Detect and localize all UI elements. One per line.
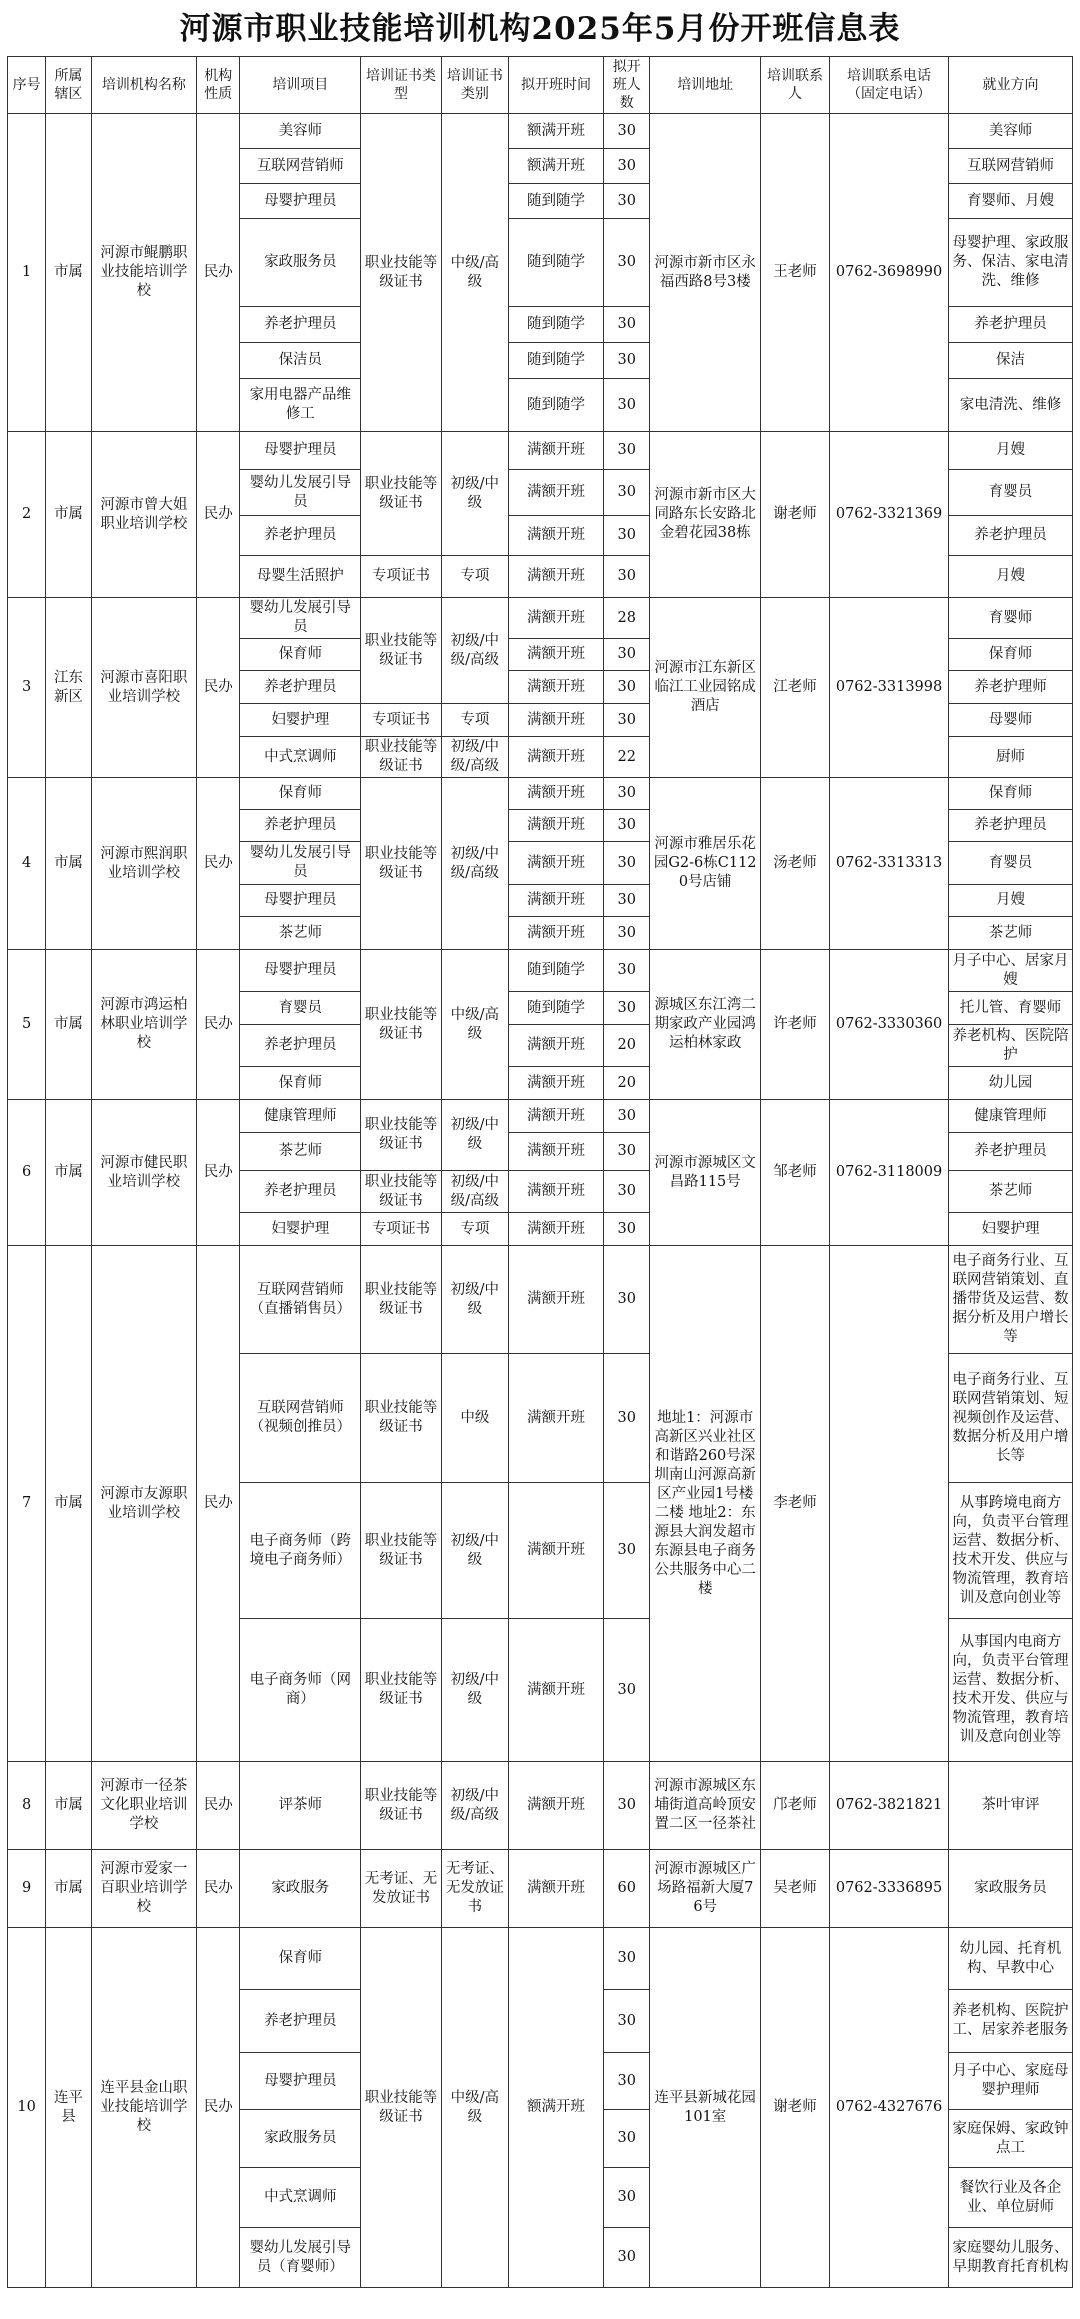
start-time: 随到随学	[508, 992, 603, 1025]
contact-phone: 0762-3330360	[830, 950, 949, 1100]
cert-type: 职业技能等级证书	[361, 1483, 442, 1619]
institution-name: 河源市鸿运柏林职业培训学校	[91, 950, 196, 1100]
job-direction: 保育师	[948, 778, 1072, 810]
cert-type: 职业技能等级证书	[361, 1171, 442, 1213]
start-time: 随到随学	[508, 184, 603, 219]
cert-level: 中级/高级	[441, 114, 508, 432]
start-time: 额满开班	[508, 1928, 603, 2288]
institution-name: 河源市友源职业培训学校	[91, 1246, 196, 1762]
training-address: 源城区东江湾二期家政产业园鸿运柏林家政	[650, 950, 761, 1100]
contact-phone: 0762-3821821	[830, 1762, 949, 1850]
planned-count: 30	[603, 2168, 649, 2228]
job-direction: 幼儿园	[948, 1067, 1072, 1100]
row-number: 7	[8, 1246, 46, 1762]
row-number: 2	[8, 432, 46, 598]
start-time: 满额开班	[508, 842, 603, 885]
district-cell: 市属	[46, 1762, 91, 1850]
job-direction: 母婴师	[948, 704, 1072, 737]
start-time: 满额开班	[508, 432, 603, 470]
contact-person: 邹老师	[760, 1100, 829, 1246]
training-project: 妇婴护理	[240, 704, 361, 737]
training-project: 家政服务员	[240, 2110, 361, 2168]
training-project: 保育师	[240, 1067, 361, 1100]
training-project: 育婴员	[240, 992, 361, 1025]
job-direction: 健康管理师	[948, 1100, 1072, 1133]
job-direction: 养老机构、医院护工、居家养老服务	[948, 1990, 1072, 2053]
planned-count: 30	[603, 114, 649, 149]
row-number: 3	[8, 598, 46, 778]
cert-type: 职业技能等级证书	[361, 1928, 442, 2288]
district-cell: 市属	[46, 778, 91, 950]
page-title: 河源市职业技能培训机构2025年5月份开班信息表	[179, 11, 901, 47]
training-project: 保育师	[240, 639, 361, 671]
start-time: 满额开班	[508, 1246, 603, 1354]
cert-level: 初级/中级	[441, 1100, 508, 1171]
header-count: 拟开班人数	[603, 57, 649, 114]
training-project: 互联网营销师（直播销售员）	[240, 1246, 361, 1354]
row-number: 1	[8, 114, 46, 432]
training-address: 河源市雅居乐花园G2-6栋C1120号店铺	[650, 778, 761, 950]
institution-name: 河源市鲲鹏职业技能培训学校	[91, 114, 196, 432]
planned-count: 30	[603, 1928, 649, 1990]
institution-nature: 民办	[197, 598, 240, 778]
table-body	[8, 114, 1073, 2288]
start-time: 满额开班	[508, 1025, 603, 1067]
job-direction: 厨师	[948, 737, 1072, 778]
district-cell: 江东新区	[46, 598, 91, 778]
district-cell: 市属	[46, 1100, 91, 1246]
start-time: 满额开班	[508, 1133, 603, 1171]
contact-phone: 0762-3321369	[830, 432, 949, 598]
job-direction: 育婴员	[948, 470, 1072, 516]
job-direction: 托儿管、育婴师	[948, 992, 1072, 1025]
institution-nature: 民办	[197, 778, 240, 950]
institution-nature: 民办	[197, 1100, 240, 1246]
table-row	[8, 432, 1073, 470]
start-time: 随到随学	[508, 219, 603, 307]
training-project: 婴幼儿发展引导员	[240, 842, 361, 885]
table-row	[8, 1246, 1073, 1354]
cert-level: 专项	[441, 556, 508, 598]
contact-phone: 0762-3313998	[830, 598, 949, 778]
institution-name: 河源市熙润职业培训学校	[91, 778, 196, 950]
start-time: 满额开班	[508, 598, 603, 639]
start-time: 随到随学	[508, 379, 603, 432]
job-direction: 家庭婴幼儿服务、早期教育托育机构	[948, 2228, 1072, 2288]
job-direction: 茶艺师	[948, 1171, 1072, 1213]
planned-count: 30	[603, 704, 649, 737]
training-project: 中式烹调师	[240, 2168, 361, 2228]
contact-person: 江老师	[760, 598, 829, 778]
job-direction: 茶艺师	[948, 917, 1072, 950]
row-number: 10	[8, 1928, 46, 2288]
table-row	[8, 114, 1073, 149]
planned-count: 28	[603, 598, 649, 639]
planned-count: 30	[603, 1354, 649, 1483]
cert-type: 无考证、无发放证书	[361, 1850, 442, 1928]
contact-person: 王老师	[760, 114, 829, 432]
table-row	[8, 1850, 1073, 1928]
planned-count: 20	[603, 1067, 649, 1100]
row-number: 4	[8, 778, 46, 950]
planned-count: 30	[603, 343, 649, 379]
institution-name: 连平县金山职业技能培训学校	[91, 1928, 196, 2288]
job-direction: 月子中心、居家月嫂	[948, 950, 1072, 992]
job-direction: 养老护理员	[948, 516, 1072, 556]
start-time: 满额开班	[508, 885, 603, 917]
training-project: 婴幼儿发展引导员	[240, 598, 361, 639]
cert-type: 职业技能等级证书	[361, 1762, 442, 1850]
planned-count: 30	[603, 1133, 649, 1171]
training-project: 互联网营销师（视频创推员）	[240, 1354, 361, 1483]
job-direction: 保洁	[948, 343, 1072, 379]
planned-count: 30	[603, 1171, 649, 1213]
start-time: 满额开班	[508, 810, 603, 842]
planned-count: 30	[603, 556, 649, 598]
start-time: 满额开班	[508, 704, 603, 737]
cert-level: 初级/中级	[441, 1483, 508, 1619]
cert-type: 职业技能等级证书	[361, 598, 442, 704]
job-direction: 家电清洗、维修	[948, 379, 1072, 432]
training-project: 婴幼儿发展引导员（育婴师）	[240, 2228, 361, 2288]
training-project: 电子商务师（网商）	[240, 1619, 361, 1762]
cert-type: 专项证书	[361, 1213, 442, 1246]
job-direction: 月子中心、家庭母婴护理师	[948, 2053, 1072, 2110]
table-row	[8, 1928, 1073, 1990]
planned-count: 30	[603, 149, 649, 184]
job-direction: 家政服务员	[948, 1850, 1072, 1928]
institution-nature: 民办	[197, 1762, 240, 1850]
header-no: 序号	[8, 57, 46, 114]
district-cell: 市属	[46, 114, 91, 432]
start-time: 满额开班	[508, 1850, 603, 1928]
planned-count: 30	[603, 1990, 649, 2053]
training-project: 母婴护理员	[240, 184, 361, 219]
start-time: 满额开班	[508, 1483, 603, 1619]
cert-level: 专项	[441, 704, 508, 737]
institution-name: 河源市健民职业培训学校	[91, 1100, 196, 1246]
training-project: 健康管理师	[240, 1100, 361, 1133]
start-time: 满额开班	[508, 737, 603, 778]
job-direction: 月嫂	[948, 432, 1072, 470]
training-project: 婴幼儿发展引导员	[240, 470, 361, 516]
institution-name: 河源市爱家一百职业培训学校	[91, 1850, 196, 1928]
cert-level: 初级/中级/高级	[441, 1171, 508, 1213]
contact-phone: 0762-3336895	[830, 1850, 949, 1928]
start-time: 满额开班	[508, 1619, 603, 1762]
job-direction: 月嫂	[948, 885, 1072, 917]
training-project: 电子商务师（跨境电子商务师）	[240, 1483, 361, 1619]
planned-count: 30	[603, 778, 649, 810]
start-time: 满额开班	[508, 917, 603, 950]
cert-type: 职业技能等级证书	[361, 114, 442, 432]
contact-person: 谢老师	[760, 432, 829, 598]
start-time: 满额开班	[508, 556, 603, 598]
job-direction: 家庭保姆、家政钟点工	[948, 2110, 1072, 2168]
header-contact: 培训联系人	[760, 57, 829, 114]
table-row	[8, 1100, 1073, 1133]
cert-type: 专项证书	[361, 556, 442, 598]
job-direction: 妇婴护理	[948, 1213, 1072, 1246]
job-direction: 月嫂	[948, 556, 1072, 598]
job-direction: 母婴护理、家政服务、保洁、家电清洗、维修	[948, 219, 1072, 307]
contact-person: 邝老师	[760, 1762, 829, 1850]
institution-name: 河源市曾大姐职业培训学校	[91, 432, 196, 598]
row-number: 6	[8, 1100, 46, 1246]
row-number: 9	[8, 1850, 46, 1928]
start-time: 满额开班	[508, 470, 603, 516]
job-direction: 电子商务行业、互联网营销策划、短视频创作及运营、数据分析及用户增长等	[948, 1354, 1072, 1483]
training-project: 养老护理员	[240, 810, 361, 842]
institution-nature: 民办	[197, 1246, 240, 1762]
cert-type: 职业技能等级证书	[361, 778, 442, 950]
job-direction: 电子商务行业、互联网营销策划、直播带货及运营、数据分析及用户增长等	[948, 1246, 1072, 1354]
start-time: 满额开班	[508, 1213, 603, 1246]
training-project: 保育师	[240, 778, 361, 810]
training-project: 母婴护理员	[240, 2053, 361, 2110]
contact-person: 谢老师	[760, 1928, 829, 2288]
job-direction: 保育师	[948, 639, 1072, 671]
training-address: 河源市江东新区临江工业园铭成酒店	[650, 598, 761, 778]
start-time: 满额开班	[508, 1067, 603, 1100]
training-project: 养老护理员	[240, 671, 361, 704]
planned-count: 22	[603, 737, 649, 778]
cert-type: 职业技能等级证书	[361, 737, 442, 778]
contact-phone	[830, 1246, 949, 1762]
training-project: 母婴护理员	[240, 432, 361, 470]
district-cell: 市属	[46, 432, 91, 598]
planned-count: 30	[603, 1213, 649, 1246]
training-project: 母婴护理员	[240, 950, 361, 992]
job-direction: 餐饮行业及各企业、单位厨师	[948, 2168, 1072, 2228]
start-time: 满额开班	[508, 639, 603, 671]
training-project: 评茶师	[240, 1762, 361, 1850]
header-institution: 培训机构名称	[91, 57, 196, 114]
training-project: 保洁员	[240, 343, 361, 379]
job-direction: 养老护理师	[948, 671, 1072, 704]
row-number: 5	[8, 950, 46, 1100]
planned-count: 30	[603, 1483, 649, 1619]
table-row	[8, 598, 1073, 639]
cert-level: 初级/中级/高级	[441, 598, 508, 704]
start-time: 满额开班	[508, 1171, 603, 1213]
contact-person: 许老师	[760, 950, 829, 1100]
training-address: 河源市源城区文昌路115号	[650, 1100, 761, 1246]
cert-type: 职业技能等级证书	[361, 1246, 442, 1354]
cert-level: 初级/中级/高级	[441, 737, 508, 778]
start-time: 随到随学	[508, 950, 603, 992]
planned-count: 30	[603, 219, 649, 307]
planned-count: 30	[603, 516, 649, 556]
cert-level: 初级/中级/高级	[441, 778, 508, 950]
planned-count: 30	[603, 671, 649, 704]
training-address: 连平县新城花园101室	[650, 1928, 761, 2288]
cert-level: 中级/高级	[441, 950, 508, 1100]
district-cell: 市属	[46, 1850, 91, 1928]
cert-type: 职业技能等级证书	[361, 1619, 442, 1762]
cert-type: 职业技能等级证书	[361, 1354, 442, 1483]
training-project: 家用电器产品维修工	[240, 379, 361, 432]
planned-count: 30	[603, 950, 649, 992]
institution-nature: 民办	[197, 1850, 240, 1928]
start-time: 满额开班	[508, 778, 603, 810]
planned-count: 30	[603, 885, 649, 917]
header-project: 培训项目	[240, 57, 361, 114]
institution-name: 河源市喜阳职业培训学校	[91, 598, 196, 778]
job-direction: 养老护理员	[948, 307, 1072, 343]
training-table	[7, 56, 1073, 2288]
cert-level: 中级/高级	[441, 1928, 508, 2288]
contact-person: 吴老师	[760, 1850, 829, 1928]
planned-count: 30	[603, 917, 649, 950]
district-cell: 连平县	[46, 1928, 91, 2288]
training-project: 母婴护理员	[240, 885, 361, 917]
table-row	[8, 1762, 1073, 1850]
contact-person: 汤老师	[760, 778, 829, 950]
start-time: 满额开班	[508, 1100, 603, 1133]
planned-count: 30	[603, 639, 649, 671]
job-direction: 美容师	[948, 114, 1072, 149]
cert-level: 专项	[441, 1213, 508, 1246]
start-time: 随到随学	[508, 307, 603, 343]
institution-nature: 民办	[197, 1928, 240, 2288]
cert-type: 职业技能等级证书	[361, 950, 442, 1100]
job-direction: 育婴师、月嫂	[948, 184, 1072, 219]
planned-count: 30	[603, 2053, 649, 2110]
job-direction: 互联网营销师	[948, 149, 1072, 184]
planned-count: 30	[603, 842, 649, 885]
planned-count: 30	[603, 307, 649, 343]
job-direction: 幼儿园、托育机构、早教中心	[948, 1928, 1072, 1990]
planned-count: 20	[603, 1025, 649, 1067]
training-project: 中式烹调师	[240, 737, 361, 778]
cert-type: 专项证书	[361, 704, 442, 737]
training-project: 家政服务员	[240, 219, 361, 307]
header-row	[8, 57, 1073, 114]
job-direction: 养老机构、医院陪护	[948, 1025, 1072, 1067]
planned-count: 30	[603, 1619, 649, 1762]
header-district: 所属辖区	[46, 57, 91, 114]
planned-count: 30	[603, 432, 649, 470]
training-project: 互联网营销师	[240, 149, 361, 184]
cert-level: 无考证、无发放证书	[441, 1850, 508, 1928]
cert-level: 初级/中级	[441, 1619, 508, 1762]
job-direction: 从事跨境电商方向，负责平台管理运营、数据分析、技术开发、供应与物流管理，教育培训及意向创业等	[948, 1483, 1072, 1619]
training-project: 茶艺师	[240, 1133, 361, 1171]
training-address: 河源市源城区东埔街道高岭顶安置二区一径茶社	[650, 1762, 761, 1850]
header-cert-level: 培训证书类别	[441, 57, 508, 114]
training-project: 养老护理员	[240, 307, 361, 343]
cert-level: 初级/中级	[441, 432, 508, 556]
planned-count: 30	[603, 184, 649, 219]
header-job: 就业方向	[948, 57, 1072, 114]
planned-count: 30	[603, 2228, 649, 2288]
cert-type: 职业技能等级证书	[361, 1100, 442, 1171]
start-time: 满额开班	[508, 1762, 603, 1850]
table-row	[8, 778, 1073, 810]
planned-count: 30	[603, 2110, 649, 2168]
planned-count: 30	[603, 379, 649, 432]
header-address: 培训地址	[650, 57, 761, 114]
job-direction: 从事国内电商方向，负责平台管理运营、数据分析、技术开发、供应与物流管理，教育培训及意向创业等	[948, 1619, 1072, 1762]
training-project: 保育师	[240, 1928, 361, 1990]
institution-nature: 民办	[197, 432, 240, 598]
training-project: 养老护理员	[240, 1171, 361, 1213]
contact-phone: 0762-3698990	[830, 114, 949, 432]
start-time: 满额开班	[508, 1354, 603, 1483]
training-address: 地址1：河源市高新区兴业社区和谐路260号深圳南山河源高新区产业园1号楼二楼 地址2：东源县大润发超市东源县电子商务公共服务中心二楼	[650, 1246, 761, 1762]
header-time: 拟开班时间	[508, 57, 603, 114]
contact-phone: 0762-4327676	[830, 1928, 949, 2288]
cert-type: 职业技能等级证书	[361, 432, 442, 556]
header-nature: 机构性质	[197, 57, 240, 114]
planned-count: 30	[603, 1100, 649, 1133]
training-project: 养老护理员	[240, 1990, 361, 2053]
institution-name: 河源市一径茶文化职业培训学校	[91, 1762, 196, 1850]
institution-nature: 民办	[197, 950, 240, 1100]
institution-nature: 民办	[197, 114, 240, 432]
row-number: 8	[8, 1762, 46, 1850]
planned-count: 30	[603, 992, 649, 1025]
training-project: 养老护理员	[240, 516, 361, 556]
header-cert-type: 培训证书类型	[361, 57, 442, 114]
start-time: 额满开班	[508, 114, 603, 149]
planned-count: 30	[603, 1762, 649, 1850]
training-project: 美容师	[240, 114, 361, 149]
cert-level: 初级/中级/高级	[441, 1762, 508, 1850]
job-direction: 养老护理员	[948, 1133, 1072, 1171]
start-time: 满额开班	[508, 516, 603, 556]
training-project: 茶艺师	[240, 917, 361, 950]
training-address: 河源市源城区广场路福新大厦76号	[650, 1850, 761, 1928]
training-project: 家政服务	[240, 1850, 361, 1928]
job-direction: 育婴员	[948, 842, 1072, 885]
start-time: 随到随学	[508, 343, 603, 379]
cert-level: 初级/中级	[441, 1246, 508, 1354]
training-project: 妇婴护理	[240, 1213, 361, 1246]
contact-person: 李老师	[760, 1246, 829, 1762]
planned-count: 60	[603, 1850, 649, 1928]
cert-level: 中级	[441, 1354, 508, 1483]
job-direction: 育婴师	[948, 598, 1072, 639]
training-address: 河源市新市区永福西路8号3楼	[650, 114, 761, 432]
training-address: 河源市新市区大同路东长安路北金碧花园38栋	[650, 432, 761, 598]
training-project: 养老护理员	[240, 1025, 361, 1067]
planned-count: 30	[603, 470, 649, 516]
district-cell: 市属	[46, 950, 91, 1100]
header-phone: 培训联系电话（固定电话）	[830, 57, 949, 114]
training-project: 母婴生活照护	[240, 556, 361, 598]
contact-phone: 0762-3118009	[830, 1100, 949, 1246]
job-direction: 养老护理员	[948, 810, 1072, 842]
start-time: 额满开班	[508, 149, 603, 184]
table-row	[8, 950, 1073, 992]
start-time: 满额开班	[508, 671, 603, 704]
job-direction: 茶叶审评	[948, 1762, 1072, 1850]
planned-count: 30	[603, 810, 649, 842]
contact-phone: 0762-3313313	[830, 778, 949, 950]
planned-count: 30	[603, 1246, 649, 1354]
district-cell: 市属	[46, 1246, 91, 1762]
